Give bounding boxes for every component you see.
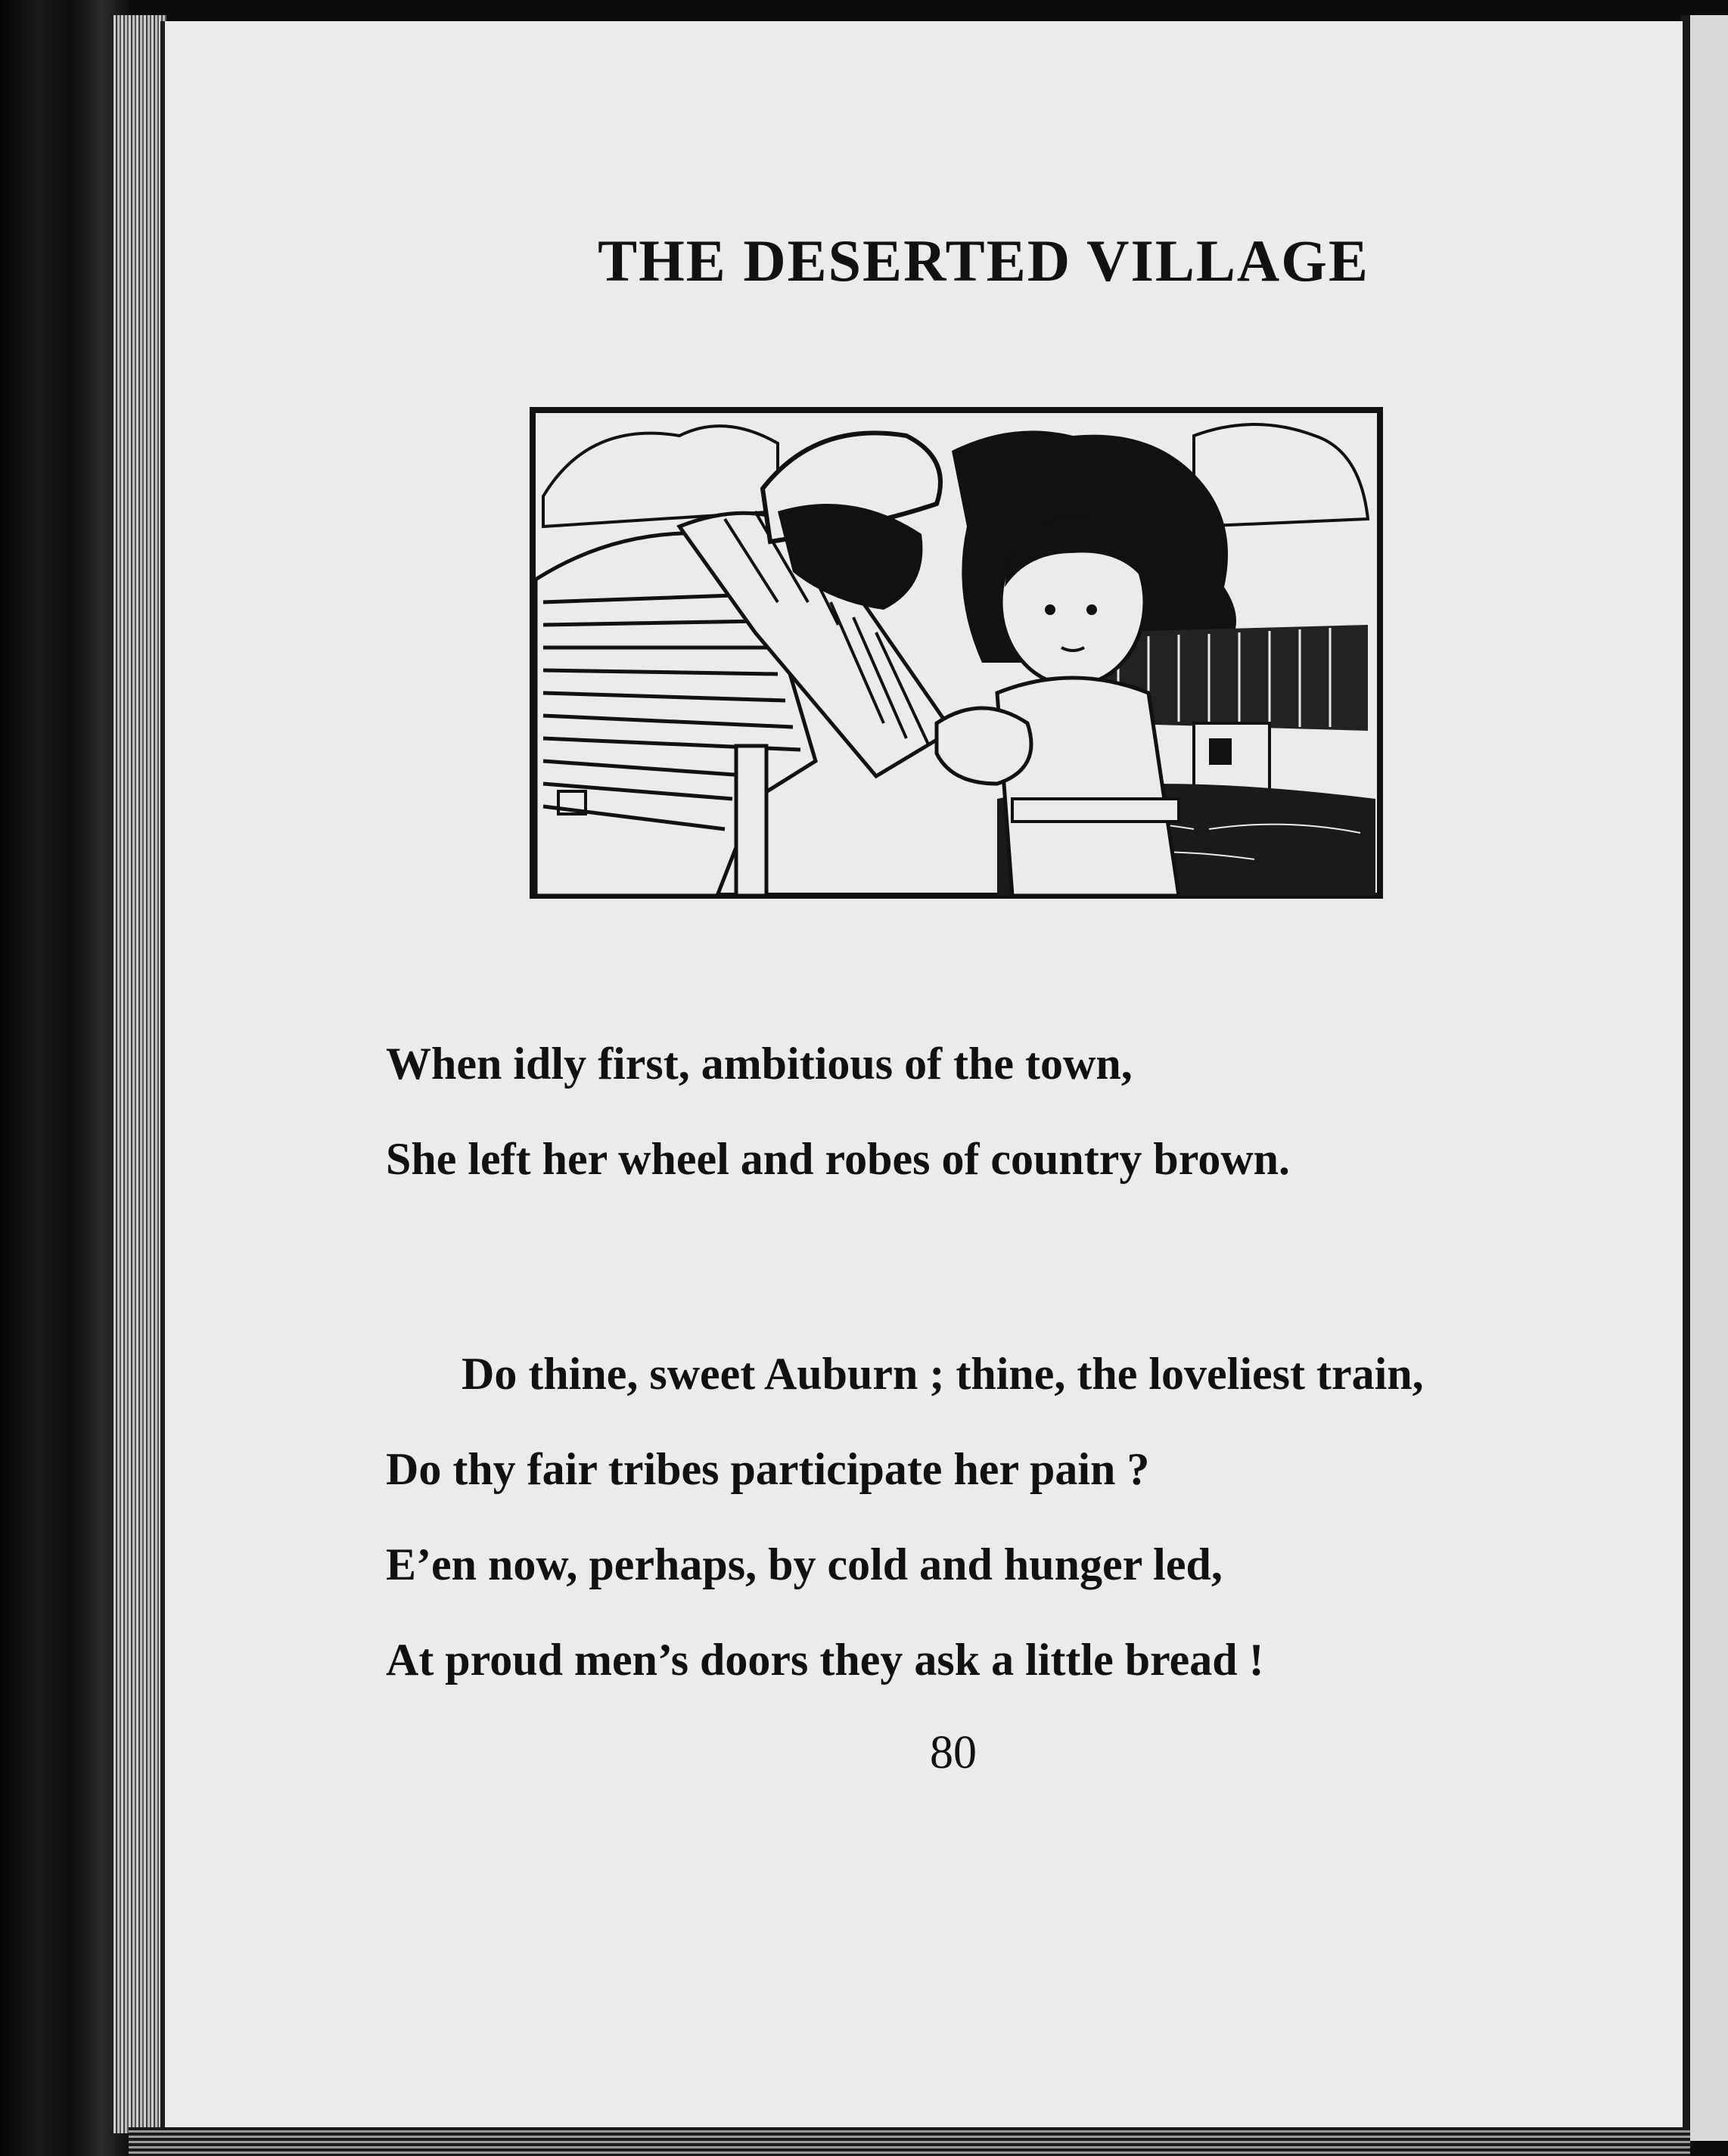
stanza-2-line-4: At proud men’s doors they ask a little bread ! bbox=[386, 1635, 1264, 1685]
stanza-2-line-1: Do thine, sweet Auburn ; thine, the loveliest train, bbox=[462, 1349, 1424, 1399]
running-title: THE DESERTED VILLAGE bbox=[598, 228, 1369, 294]
bottom-page-edge bbox=[129, 2127, 1690, 2156]
stanza-1-line-1: When idly first, ambitious of the town, bbox=[386, 1039, 1133, 1089]
woodcut-illustration-icon bbox=[528, 405, 1385, 900]
stanza-1-line-2: She left her wheel and robes of country brown. bbox=[386, 1134, 1291, 1184]
page-stack-edge bbox=[113, 15, 166, 2133]
book-binding bbox=[0, 0, 129, 2156]
right-margin-strip bbox=[1690, 15, 1728, 2141]
page-number: 80 bbox=[930, 1727, 977, 1779]
stanza-2-line-2: Do thy fair tribes participate her pain ? bbox=[386, 1444, 1150, 1494]
stanza-2-line-3: E’en now, perhaps, by cold and hunger led, bbox=[386, 1539, 1223, 1589]
woodcut-illustration bbox=[528, 405, 1385, 900]
